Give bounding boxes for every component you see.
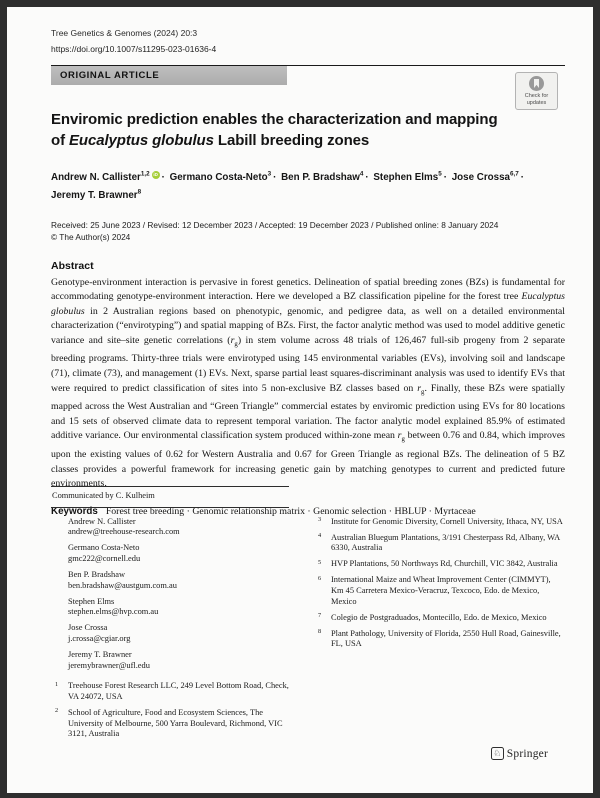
affiliation-entry [314, 517, 565, 528]
correspondence-email[interactable]: ben.bradshaw@austgum.com.au [68, 580, 177, 590]
correspondence-name: Germano Costa-Neto [68, 543, 140, 553]
footnote-area [51, 486, 565, 745]
article-type-bar [51, 66, 287, 85]
correspondence-entry [51, 597, 297, 618]
affiliation-number: 1 [55, 680, 59, 688]
author-separator: · [520, 172, 525, 184]
affiliation-number: 3 [318, 516, 322, 524]
correspondence-email[interactable]: jeremybrawner@ufl.edu [68, 660, 150, 670]
crossmark-icon [529, 76, 544, 91]
correspondence-entry [51, 650, 297, 671]
correspondence-name: Stephen Elms [68, 596, 115, 606]
correspondence-entry [51, 570, 297, 591]
copyright-line: © The Author(s) 2024 [51, 231, 131, 242]
article-history: Received: 25 June 2023 / Revised: 12 December 2023 / Accepted: 19 December 2023 / Published online: 8 January 2024 [51, 219, 499, 230]
doi-link[interactable]: https://doi.org/10.1007/s11295-023-01636-4 [51, 44, 217, 54]
communicated-by: Communicated by C. Kulheim [52, 491, 155, 500]
affiliation-entry [51, 681, 297, 702]
author-name: Jose Crossa$^{6,7}$ [451, 171, 519, 184]
species-name: Eucalyptus globulus [69, 131, 214, 149]
author-separator: · [161, 172, 165, 184]
affiliation-entry [314, 575, 565, 607]
author-separator: · [443, 172, 447, 184]
correspondence-email[interactable]: andrew@treehouse-research.com [68, 527, 180, 537]
correspondence-email[interactable]: j.crossa@cgiar.org [68, 633, 131, 643]
correspondence-email[interactable]: stephen.elms@hvp.com.au [68, 607, 159, 617]
springer-horse-icon: ♘ [491, 747, 504, 760]
keywords-label: Keywords [51, 505, 98, 517]
author-name: Stephen Elms$^5$ [373, 171, 442, 184]
affiliation-text: HVP Plantations, 50 Northways Rd, Churchill, VIC 3842, Australia [331, 559, 558, 569]
affiliation-number: 4 [318, 532, 322, 540]
correspondence-name: Andrew N. Callister [68, 516, 136, 526]
article-first-page [7, 7, 593, 793]
affiliation-text: Australian Bluegum Plantations, 3/191 Chesterpass Rd, Albany, WA 6330, Australia [331, 532, 560, 553]
species-name: Eucalyptus globulus [51, 291, 565, 317]
article-type-row [51, 65, 565, 106]
correspondence-name: Ben P. Bradshaw [68, 569, 125, 579]
affiliation-number: 2 [55, 707, 59, 715]
author-list [51, 168, 531, 204]
affiliation-entry [314, 533, 565, 554]
affiliation-text: Institute for Genomic Diversity, Cornell University, Ithaca, NY, USA [331, 516, 563, 526]
affiliation-text: Plant Pathology, University of Florida, 2550 Hull Road, Gainesville, FL, USA [331, 628, 561, 649]
affiliation-text: International Maize and Wheat Improvement Center (CIMMYT), Km 45 Carretera Mexico-Veracruz, Texcoco, Edo. de Mexico, Mexico [331, 575, 551, 606]
affiliation-entry [314, 613, 565, 624]
correspondence-entry [51, 543, 297, 564]
abstract-text: Genotype-environment interaction is pervasive in forest genetics. Delineation of spatial breeding zones (BZs) is fundamental for accommodating genotype-environment interaction. Here we developed a BZ classification pipeline for the forest tree Eucalyptus globulus in 2 Australian regions based on phenotypic, genomic, and pedigree data, as well on a detailed environmental characterization (“envirotyping”) and spatial mapping of BZs. First, the factor analytic method was used to model additive genetic variance and site–site genetic correlations $(r_g)$ in stem volume across 48 trials of 126,467 full-sib progeny from 2 separate breeding programs. Thirty-three trials were envirotyped using 145 environmental variables (EVs), involving soil and landscape (71), climate (73), and management (1) EVs. Next, sparse partial least squares-discriminant analysis was used to identify EVs that were required to predict classification of sites into 5 non-exclusive BZ classes based on $r_g$. Finally, these BZs were spatially mapped across the West Australian and “Green Triangle” commercial estates by enviromic prediction using EVs for 80 locations and 15 sets of observed climate data to represent temporal variation. The factor analytic model explained 85.9% of estimated additive variance. Our environmental classification system produced within-zone mean $r_g$ between 0.76 and 0.84, which improves upon the existing values of 0.62 for Western Australia and 0.67 for Green Triangle as regional BZs. The delineation of 5 BZ classes provides a powerful framework for increasing genetic gain by matching genotypes to current and predicted future environments. [51, 276, 565, 490]
correspondence-list [51, 517, 297, 672]
journal-citation: Tree Genetics & Genomes (2024) 20:3 [51, 28, 198, 38]
affiliation-entry [314, 629, 565, 650]
publisher-logo [491, 747, 548, 760]
author-separator: · [365, 172, 369, 184]
article-type-label: ORIGINAL ARTICLE [60, 70, 160, 81]
divider [51, 507, 289, 508]
affiliation-entry [51, 708, 297, 740]
correspondence-entry [51, 517, 297, 538]
correspondence-entry [51, 623, 297, 644]
author-name: Jeremy T. Brawner$^8$ [51, 188, 142, 202]
check-for-updates-label: Check for updates [524, 93, 549, 106]
affiliation-text: School of Agriculture, Food and Ecosystem Sciences, The University of Melbourne, 500 Yarra Boulevard, Richmond, VIC 3121, Australia [68, 707, 283, 739]
affiliation-number: 7 [318, 612, 322, 620]
abstract-heading: Abstract [51, 259, 94, 272]
author-separator: · [273, 172, 277, 184]
affiliation-text: Colegio de Postgraduados, Montecillo, Edo. de Mexico, Mexico [331, 612, 547, 622]
keywords-list: Forest tree breeding · Genomic relationship matrix · Genomic selection · HBLUP · Myrtaceae [105, 505, 476, 517]
check-for-updates-badge[interactable] [515, 72, 558, 110]
affiliation-entry [314, 559, 565, 570]
correspondence-email[interactable]: gmc222@cornell.edu [68, 553, 141, 563]
affiliation-number: 6 [318, 574, 322, 582]
correspondence-name: Jose Crossa [68, 623, 108, 633]
footnote-right-column [314, 517, 565, 746]
affiliation-list-right [314, 517, 565, 650]
author-name: Andrew N. Callister$^{1,2}$ iD [51, 171, 158, 184]
page-title: Enviromic prediction enables the characterization and mapping of Eucalyptus globulus Labill breeding zones [51, 111, 498, 149]
correspondence-name: Jeremy T. Brawner [68, 650, 132, 660]
affiliation-list-left [51, 681, 297, 739]
publisher-name: Springer [506, 747, 548, 760]
affiliation-number: 8 [318, 628, 322, 636]
footnote-left-column [51, 517, 297, 746]
affiliation-number: 5 [318, 558, 322, 566]
affiliation-text: Treehouse Forest Research LLC, 249 Level Bottom Road, Check, VA 24072, USA [68, 681, 289, 701]
author-name: Ben P. Bradshaw$^4$ [281, 171, 364, 184]
orcid-icon[interactable]: iD [153, 172, 158, 177]
author-name: Germano Costa-Neto$^3$ [169, 171, 272, 184]
